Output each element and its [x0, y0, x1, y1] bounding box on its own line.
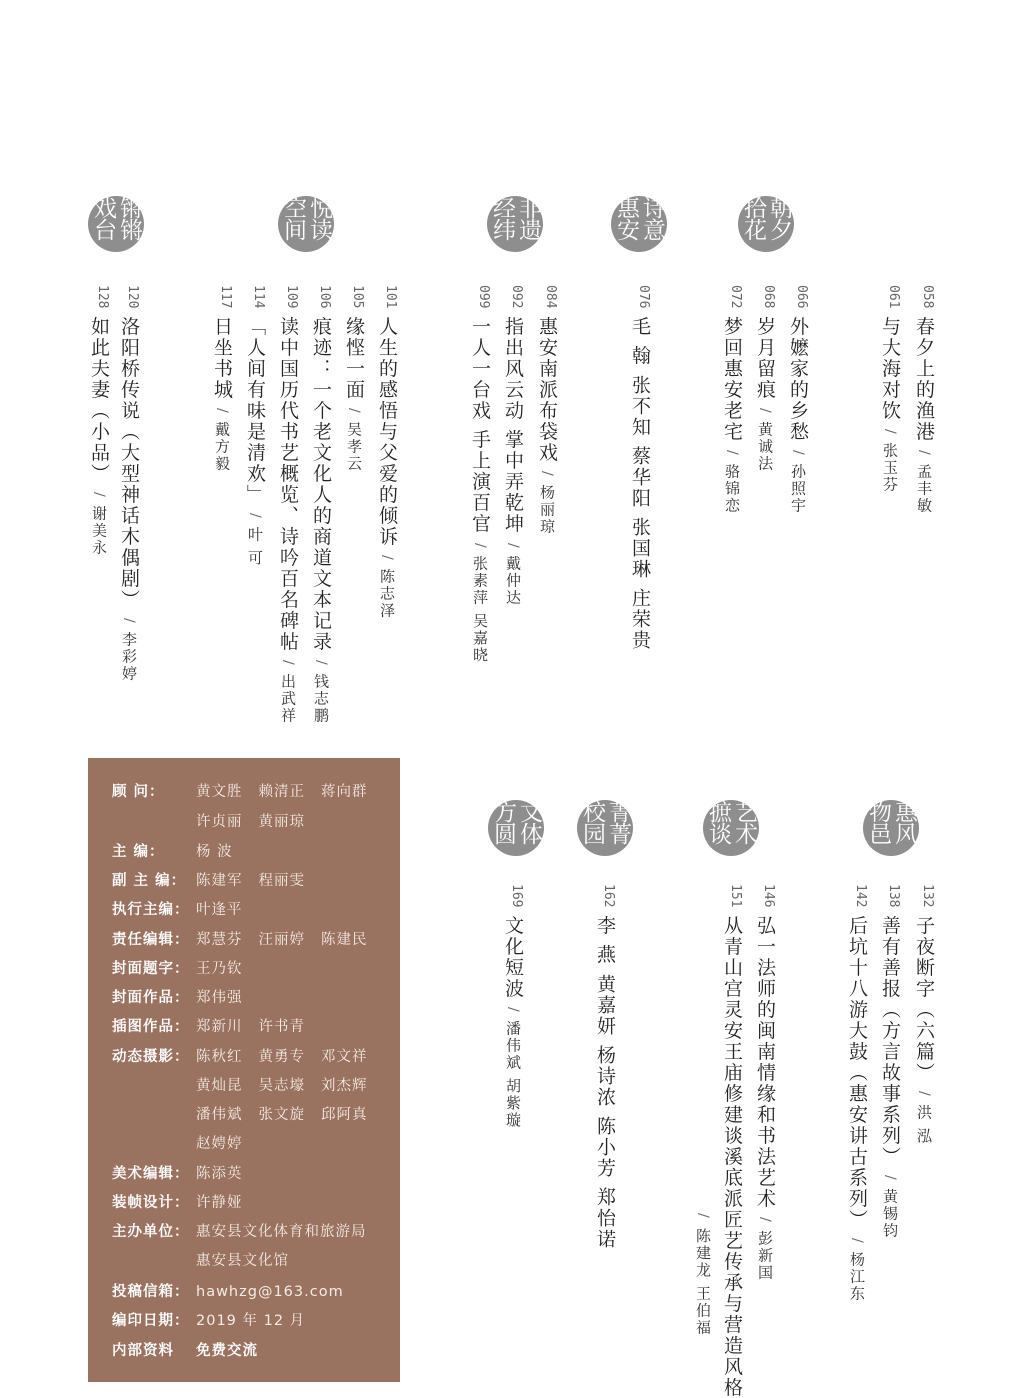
entry-author: 张素萍 吴嘉晓	[471, 555, 489, 665]
separator: /	[91, 492, 107, 498]
credit-row	[112, 1015, 321, 1036]
credit-row	[112, 1339, 274, 1360]
page-number: 128	[95, 285, 110, 309]
credit-row	[112, 1162, 259, 1183]
entry-author: 谢美永	[90, 505, 108, 557]
credit-value: 许书青	[258, 1019, 305, 1035]
credit-row	[112, 898, 259, 919]
entry-title: 缘悭一面	[343, 316, 365, 401]
entry-title: 子夜断字（六篇）	[913, 915, 935, 1084]
credit-label: 主 编：	[112, 844, 165, 860]
credit-row	[112, 1220, 383, 1241]
entry-title: 从青山宫灵安王庙修建谈溪底派匠艺传承与营造风格	[721, 915, 743, 1398]
toc-entry[interactable]	[914, 285, 940, 514]
page-number: 099	[476, 285, 491, 309]
section-badge: 菁菁校园	[577, 800, 633, 856]
credit-row	[112, 986, 259, 1007]
credit-label: 封面题字：	[112, 961, 190, 977]
page-number: 132	[920, 884, 935, 908]
credit-row	[112, 1249, 305, 1270]
entry-title: 春夕上的渔港	[913, 316, 935, 443]
toc-entry[interactable]	[722, 884, 748, 1398]
separator: /	[379, 555, 395, 561]
section-badge: 艺术摭谈	[703, 800, 759, 856]
credit-value: 许贞丽	[196, 814, 243, 830]
entry-author: /陈建龙 王伯福	[690, 1205, 716, 1337]
section-badge: 惠风物邑	[863, 800, 919, 856]
entry-author: 彭新国	[756, 1230, 774, 1282]
separator: /	[757, 1217, 773, 1223]
page-number: 058	[920, 285, 935, 309]
credit-row	[112, 869, 321, 890]
toc-entry[interactable]	[537, 285, 563, 535]
entry-title: 毛 翰 张不知 蔡华阳 张国琳 庄荣贵	[629, 316, 651, 651]
section-badge: 锵锵戏台	[88, 196, 144, 252]
credit-value: 杨 波	[196, 844, 233, 860]
credit-row	[112, 1045, 384, 1066]
credit-label: 编印日期：	[112, 1313, 190, 1329]
separator: /	[346, 408, 362, 414]
separator: /	[695, 1213, 711, 1220]
section-badge: 悦读空间	[278, 196, 334, 252]
credit-value: 刘杰辉	[321, 1078, 368, 1094]
credit-value: 惠安县文化体育和旅游局	[196, 1224, 367, 1240]
credit-row	[112, 1280, 360, 1301]
credit-value: 免费交流	[196, 1343, 258, 1359]
entry-title: 一人一台戏 手上演百官	[469, 316, 491, 535]
credit-value: 赖清正	[258, 784, 305, 800]
credits-panel	[88, 758, 400, 1382]
credit-value: 汪丽婷	[258, 932, 305, 948]
entry-title: 外嬷家的乡愁	[787, 316, 809, 443]
entry-title: 日坐书城	[211, 316, 233, 401]
credit-value: 邱阿真	[321, 1107, 368, 1123]
credit-row	[112, 1309, 321, 1330]
entry-title: 指出风云动 掌中弄乾坤	[502, 316, 524, 535]
toc-entry[interactable]	[503, 285, 529, 606]
toc-entry[interactable]	[847, 884, 873, 1302]
page-number: 061	[886, 285, 901, 309]
page-number: 146	[761, 884, 776, 908]
toc-entry[interactable]	[377, 285, 403, 619]
entry-author: 洪 泓	[915, 1104, 933, 1145]
page-number: 114	[251, 285, 266, 309]
entry-author: 黄诚法	[756, 421, 774, 473]
credit-label: 执行主编：	[112, 902, 190, 918]
credit-value: 潘伟斌	[196, 1107, 243, 1123]
entry-author: 戴方毅	[213, 421, 231, 473]
toc-entry[interactable]	[245, 285, 271, 567]
credit-row	[112, 1191, 259, 1212]
page-number: 066	[794, 285, 809, 309]
separator: /	[121, 618, 137, 624]
toc-entry[interactable]	[503, 884, 529, 1129]
toc-entry[interactable]	[630, 285, 656, 651]
toc-entry[interactable]	[278, 285, 304, 724]
credit-value[interactable]: hawhzg@163.com	[196, 1284, 344, 1300]
toc-entry[interactable]	[212, 285, 238, 472]
entry-author: 叶 可	[246, 526, 264, 567]
entry-title: 善有善报（方言故事系列）	[879, 915, 901, 1168]
page-number: 142	[853, 884, 868, 908]
separator: /	[539, 471, 555, 477]
credit-label: 主办单位：	[112, 1224, 190, 1240]
entry-author: 骆锦恋	[723, 463, 741, 515]
credit-value: 王乃钦	[196, 961, 243, 977]
entry-title: 文化短波	[502, 915, 524, 1000]
separator: /	[472, 542, 488, 548]
section-badge: 文体方圆	[488, 800, 544, 856]
section-badge: 非遗经纬	[487, 196, 543, 252]
credit-value: 惠安县文化馆	[196, 1253, 289, 1269]
toc-entry[interactable]	[595, 884, 621, 1250]
credit-value: 郑慧芬	[196, 932, 243, 948]
entry-title: 洛阳桥传说（大型神话木偶剧）	[118, 316, 140, 611]
toc-entry[interactable]	[755, 285, 781, 472]
page-number: 072	[728, 285, 743, 309]
entry-author: 钱志鹏	[312, 673, 330, 725]
separator: /	[505, 542, 521, 548]
entry-author: 杨江东	[848, 1251, 866, 1303]
toc-entry[interactable]	[89, 285, 115, 556]
entry-title: 岁月留痕	[754, 316, 776, 401]
credit-value: 郑新川	[196, 1019, 243, 1035]
credit-label: 副 主 编：	[112, 873, 187, 889]
credit-row	[112, 780, 384, 801]
credit-label: 封面作品：	[112, 990, 190, 1006]
credit-value: 黄丽琼	[258, 814, 305, 830]
toc-entry[interactable]	[470, 285, 496, 664]
toc-entry[interactable]	[722, 285, 748, 514]
toc-entry[interactable]	[880, 285, 906, 493]
section-badge: 诗意惠安	[611, 196, 667, 252]
entry-title: 人生的感悟与父爱的倾诉	[376, 316, 398, 548]
entry-author: 陈志泽	[378, 568, 396, 620]
toc-entry[interactable]	[311, 285, 337, 724]
page-number: 151	[728, 884, 743, 908]
entry-title: 与大海对饮	[879, 316, 901, 422]
page-number: 101	[383, 285, 398, 309]
page-number: 084	[543, 285, 558, 309]
entry-title: 弘一法师的闽南情缘和书法艺术	[754, 915, 776, 1210]
page-number: 117	[218, 285, 233, 309]
separator: /	[313, 660, 329, 666]
entry-author: 吴孝云	[345, 421, 363, 473]
separator: /	[247, 513, 263, 519]
credit-value: 2019 年 12 月	[196, 1313, 306, 1329]
credit-label: 装帧设计：	[112, 1195, 190, 1211]
entry-title: 李 燕 黄嘉妍 杨诗浓 陈小芳 郑怡诺	[594, 915, 616, 1250]
entry-title: 读中国历代书艺概览、诗吟百名碑帖	[277, 316, 299, 653]
credit-value: 程丽雯	[258, 873, 305, 889]
page-number: 138	[886, 884, 901, 908]
entry-title: 如此夫妻（小品）	[88, 316, 110, 485]
section-badge: 朝夕拾花	[738, 196, 794, 252]
credit-label: 插图作品：	[112, 1019, 190, 1035]
credit-value: 赵娉婷	[196, 1136, 243, 1152]
entry-author: 潘伟斌 胡紫璇	[504, 1020, 522, 1129]
separator: /	[882, 1175, 898, 1181]
separator: /	[724, 450, 740, 456]
separator: /	[916, 450, 932, 456]
toc-entry[interactable]	[880, 884, 906, 1239]
credit-row	[112, 957, 259, 978]
entry-author: 孙照宇	[789, 463, 807, 515]
toc-entry[interactable]	[344, 285, 370, 472]
credit-value: 郑伟强	[196, 990, 243, 1006]
separator: /	[916, 1091, 932, 1097]
entry-author: 孟丰敏	[915, 463, 933, 515]
credit-row	[112, 928, 384, 949]
entry-title: 后坑十八游大鼓（惠安讲古系列）	[846, 915, 868, 1231]
toc-entry[interactable]	[755, 884, 781, 1281]
credit-row	[112, 840, 249, 861]
entry-author: 出武祥	[279, 673, 297, 725]
credit-label: 美术编辑：	[112, 1166, 190, 1182]
credit-label: 责任编辑：	[112, 932, 190, 948]
entry-title: 惠安南派布袋戏	[536, 316, 558, 464]
credit-row	[112, 1103, 384, 1124]
credit-value: 黄勇专	[258, 1049, 305, 1065]
credit-value: 陈添英	[196, 1166, 243, 1182]
page-number: 109	[284, 285, 299, 309]
entry-title: 痕迹：一个老文化人的商道文本记录	[310, 316, 332, 653]
separator: /	[757, 408, 773, 414]
credit-row	[112, 810, 321, 831]
page-number: 169	[509, 884, 524, 908]
credit-value: 蒋向群	[321, 784, 368, 800]
separator: /	[790, 450, 806, 456]
page-number: 068	[761, 285, 776, 309]
credit-value: 叶逢平	[196, 902, 243, 918]
entry-title: 梦回惠安老宅	[721, 316, 743, 443]
credit-value: 陈建民	[321, 932, 368, 948]
credit-value: 许静娅	[196, 1195, 243, 1211]
entry-author: 戴仲达	[504, 555, 522, 607]
entry-title: 「人间有味是清欢」	[244, 316, 266, 506]
credit-row	[112, 1132, 259, 1153]
page-number: 162	[601, 884, 616, 908]
credit-value: 陈秋红	[196, 1049, 243, 1065]
credit-row	[112, 1074, 384, 1095]
credit-label: 内部资料	[112, 1343, 174, 1359]
separator: /	[280, 660, 296, 666]
separator: /	[882, 429, 898, 435]
entry-author: 杨丽琼	[538, 484, 556, 536]
separator: /	[214, 408, 230, 414]
toc-entry[interactable]	[119, 285, 145, 682]
separator: /	[505, 1007, 521, 1013]
toc-entry[interactable]	[914, 884, 940, 1145]
credit-value: 陈建军	[196, 873, 243, 889]
credit-value: 黄灿昆	[196, 1078, 243, 1094]
page-number: 106	[317, 285, 332, 309]
credit-value: 邓文祥	[321, 1049, 368, 1065]
page-number: 105	[350, 285, 365, 309]
credit-value: 张文旋	[258, 1107, 305, 1123]
credit-label: 顾 问：	[112, 784, 165, 800]
credit-value: 黄文胜	[196, 784, 243, 800]
page-number: 076	[636, 285, 651, 309]
toc-entry[interactable]	[788, 285, 814, 514]
credit-label: 动态摄影：	[112, 1049, 190, 1065]
credit-label: 投稿信箱：	[112, 1284, 190, 1300]
entry-author: 张玉芬	[881, 442, 899, 494]
separator: /	[849, 1238, 865, 1244]
page-number: 120	[125, 285, 140, 309]
credit-value: 吴志壕	[258, 1078, 305, 1094]
page-number: 092	[509, 285, 524, 309]
entry-author: 李彩婷	[120, 631, 138, 683]
entry-author: 黄锡钧	[881, 1188, 899, 1240]
